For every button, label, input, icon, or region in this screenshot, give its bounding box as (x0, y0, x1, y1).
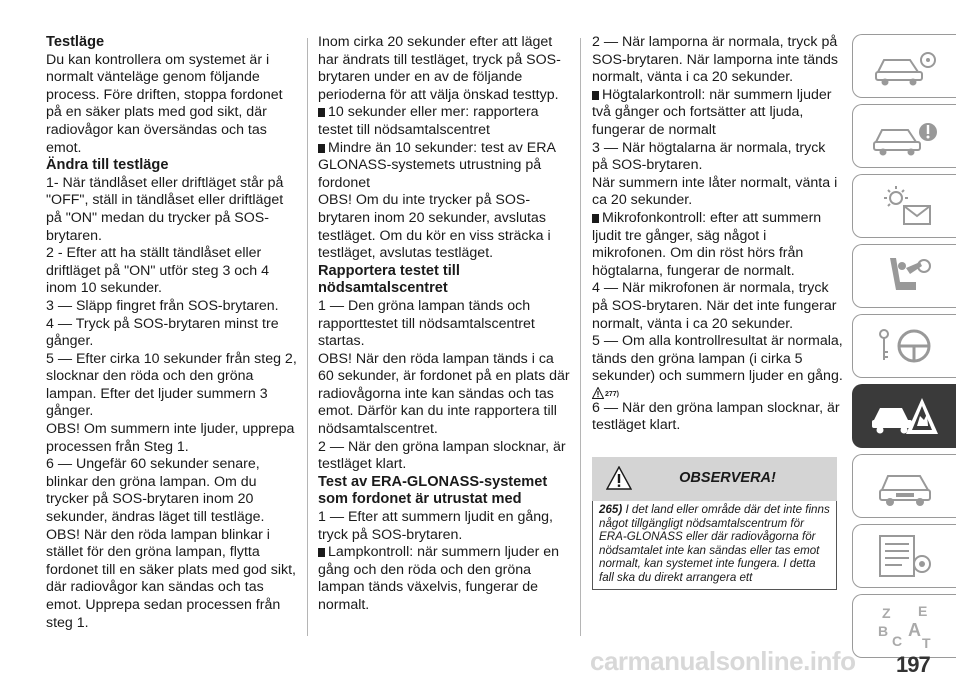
car-service-icon (870, 462, 940, 510)
paragraph: 6 — När den gröna lampan slocknar, är testläget klart. (592, 399, 840, 434)
car-emergency-icon (870, 392, 940, 440)
index-letter: T (921, 635, 931, 650)
paragraph: När summern inte låter normalt, vänta i ca 20 sekunder. (592, 174, 838, 209)
tab-index[interactable] (852, 594, 956, 658)
watermark: carmanualsonline.info (590, 646, 856, 676)
heading-andra-till-testlage: Ändra till testläge (46, 157, 169, 174)
warning-triangle-icon (606, 466, 632, 490)
bullet-icon (318, 548, 325, 557)
paragraph: 5 — Efter cirka 10 sekunder från steg 2, slocknar den röda och den gröna lampan. Efter det ljuder summern 3 gånger. (46, 350, 297, 420)
tab-service[interactable] (852, 454, 956, 518)
observera-header (592, 457, 837, 501)
heading-testlage: Testläge (46, 34, 105, 50)
paragraph: 2 — När den gröna lampan slocknar, är testläget klart. (318, 438, 566, 473)
bullet-icon (592, 91, 599, 100)
paragraph: 1 — Efter att summern ljudit en gång, tryck på SOS-brytaren. (318, 509, 553, 543)
reference-number: 277) (605, 390, 620, 398)
bullet-item: Lampkontroll: när summern ljuder en gång och den röda och den gröna lampan tänds växelvis, fungerar de normalt. (318, 544, 560, 613)
bullet-icon (592, 214, 599, 223)
tab-seat-airbag[interactable] (852, 244, 956, 308)
paragraph: Inom cirka 20 sekunder efter att läget har ändrats till testläget, tryck på SOS-brytaren under en av de följande perioderna för att välja önskad testtyp. (318, 34, 561, 103)
observera-title: OBSERVERA! (679, 470, 776, 487)
steering-key-icon (870, 322, 940, 370)
paragraph: 2 — När lamporna är normala, tryck på SOS-brytaren. När lamporna inte tänds normalt, vänta i ca 20 sekunder. (592, 34, 839, 86)
column-1 (46, 34, 298, 632)
bullet-item: Mikrofonkontroll: efter att summern ljudit tre gånger, säg något i mikrofonen. Om din röst hörs från högtalarna, fungerar de normalt. (592, 209, 822, 279)
column-2 (318, 34, 570, 615)
paragraph: OBS! När den röda lampan tänds i ca 60 sekunder, är fordonet på en plats där radiovågorna inte kan sändas och tas emot. Därför kan du inte rapportera till nödsamtalscentret. (318, 350, 570, 438)
observera-body (592, 501, 837, 590)
index-letter: E (917, 603, 927, 619)
column-divider (580, 38, 581, 636)
paragraph: 6 — Ungefär 60 sekunder senare, blinkar den gröna lampan. Om du trycker på SOS-brytaren inom 20 sekunder, ändras läget till testläge. (46, 456, 265, 526)
paragraph: 2 - Efter att ha ställt tändlåset eller driftläget på "ON" utför steg 3 och 4 inom 10 sekunder. (46, 245, 270, 297)
warning-triangle-icon (592, 387, 604, 399)
index-letter: Z (881, 605, 891, 621)
paragraph: Du kan kontrollera om systemet är i normalt vänteläge genom följande process. Före driften, stoppa fordonet på en säker plats med god sikt, där radiovågor kan översändas och tas emot. (46, 51, 283, 156)
warning-reference (592, 387, 844, 399)
paragraph: 1 — Den gröna lampan tänds och rapporttestet till nödsamtalscentret startas. (318, 297, 535, 350)
paragraph: OBS! Om du inte trycker på SOS-brytaren inom 20 sekunder, avslutas testläget. Om du kör en viss sträcka i testläget, avslutas testläget. (318, 192, 551, 262)
paragraph: 4 — Tryck på SOS-brytaren minst tre gånger. (46, 315, 279, 350)
observera-box (592, 457, 837, 590)
note-text: I det land eller område där det inte finns något tillgängligt nödsamtalscentrum för ERA-GLONASS eller där radiovågorna för nödsamtalet inte kan sändas eller tas emot normalt, kan systemet inte fungera. I detta fall ska du direkt arrangera ett (599, 503, 830, 585)
index-letter: C (891, 633, 902, 649)
tab-lights-dashboard[interactable] (852, 174, 956, 238)
tab-steering-key[interactable] (852, 314, 956, 378)
tab-specifications[interactable] (852, 524, 956, 588)
paragraph: 5 — Om alla kontrollresultat är normala, tänds den gröna lampan (i cirka 5 sekunder) och summern ljuder en gång. (592, 333, 843, 385)
column-divider (307, 38, 308, 636)
tab-warning-lights[interactable] (852, 104, 956, 168)
chapter-sidebar (852, 34, 956, 664)
paragraph: OBS! När den röda lampan blinkar i stället för den gröna lampan, flytta fordonet till en säker plats med god sikt, där radiovågor kan sändas och tas emot. Upprepa sedan processen från steg 1. (46, 526, 296, 631)
paragraph: 3 — Släpp fingret från SOS-brytaren. (46, 297, 279, 314)
bullet-icon (318, 144, 325, 153)
lights-dashboard-icon (870, 182, 940, 230)
car-warning-lights-icon (870, 112, 940, 160)
note-number: 265) (599, 503, 623, 517)
paragraph: OBS! Om summern inte ljuder, upprepa processen från Steg 1. (46, 421, 295, 455)
index-letter: B (877, 623, 888, 639)
paragraph: 3 — När högtalarna är normala, tryck på SOS-brytaren. (592, 139, 826, 174)
paragraph: 1- När tändlåset eller driftläget står på "OFF", ställ in tändlåset eller driftläget på "ON" medan du trycker på SOS-brytaren. (46, 174, 284, 244)
bullet-item: Mindre än 10 sekunder: test av ERA GLONASS-systemets utrustning på fordonet (318, 139, 556, 191)
index-letter: A (907, 620, 921, 640)
tab-emergency[interactable] (852, 384, 956, 448)
seat-airbag-icon (870, 252, 940, 300)
paragraph: 4 — När mikrofonen är normala, tryck på SOS-brytaren. När det inte fungerar normalt, vänta i ca 20 sekunder. (592, 280, 837, 332)
index-alphabet-icon (870, 602, 940, 650)
tab-car-info[interactable] (852, 34, 956, 98)
bullet-item: 10 sekunder eller mer: rapportera testet till nödsamtalscentret (318, 104, 539, 138)
heading-test-av-era-glonass: Test av ERA-GLONASS-systemet som fordonet är utrustat med (318, 473, 548, 508)
car-info-icon (870, 42, 940, 90)
column-3 (592, 34, 844, 590)
page-number: 197 (896, 652, 930, 677)
spec-list-icon (870, 532, 940, 580)
heading-rapportera-testet: Rapportera testet till nödsamtalscentret (318, 262, 460, 297)
bullet-item: Högtalarkontroll: när summern ljuder två gånger och fortsätter att ljuda, fungerar de normalt (592, 86, 832, 138)
bullet-icon (318, 108, 325, 117)
